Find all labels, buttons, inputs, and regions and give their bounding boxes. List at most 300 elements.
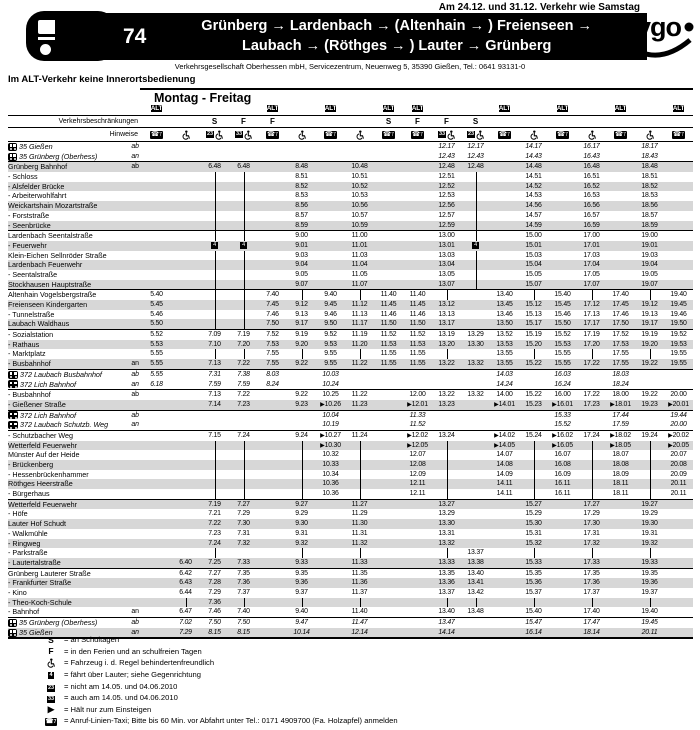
time-cell [200,441,229,451]
no-stop-bar [302,460,303,470]
time-cell: 7.45 [266,301,279,308]
time-cell [606,260,635,270]
note-icon-b33 [432,129,461,141]
time-cell [577,470,606,480]
no-stop-bar [215,441,216,451]
note-icon-wheelchair [635,129,664,141]
time-cell [171,390,200,400]
time-cell: 19.32 [641,539,658,547]
time-cell [664,539,693,549]
time-cell: 7.29 [179,628,192,636]
time-cell: 17.50 [612,320,629,328]
time-cell [548,191,577,201]
time-cell [490,142,519,152]
time-cell: 5.53 [150,340,163,348]
time-cell [403,607,432,617]
time-cell: 17.47 [583,619,600,626]
stop-label: 372 Lich Bahnhof [20,410,76,420]
time-cell [577,411,606,421]
no-stop-bar [534,598,535,608]
stop-label: Lardenbach Feuerwehr [8,260,83,270]
time-cell: 17.46 [612,310,629,318]
time-cell: 5.45 [150,301,163,308]
time-cell [200,221,229,231]
time-cell: 13.30 [438,520,455,528]
time-cell: 7.55 [266,350,279,358]
time-cell [374,539,403,549]
no-stop-bar [244,191,245,201]
time-cell: 19.00 [641,232,658,240]
stop-label: - Bürgerhaus [8,489,50,499]
time-cell: 15.40 [554,291,571,299]
time-cell [345,380,374,390]
time-cell [200,280,229,290]
table-row [8,251,693,261]
wheelchair-icon [447,130,455,140]
time-cell: 16.51 [583,173,600,181]
table-row [8,569,693,579]
time-cell [664,588,693,598]
time-cell: 10.32 [322,451,339,459]
no-stop-bar [302,290,303,300]
time-cell [548,142,577,152]
time-cell [258,162,287,172]
no-stop-bar [534,349,535,359]
notes-row [8,128,693,142]
time-cell: 19.45 [670,301,687,308]
time-cell [519,479,548,489]
no-stop-bar [244,280,245,290]
time-cell [548,509,577,519]
route-banner [55,13,647,60]
time-cell: 9.22 [295,391,308,399]
time-cell [229,211,258,221]
no-stop-bar [476,280,477,290]
time-cell [142,400,171,410]
time-cell [229,221,258,231]
time-cell [403,221,432,231]
time-cell [374,152,403,162]
time-cell [374,370,403,380]
time-cell: 13.03 [438,251,455,259]
legend-badge: 4 [49,671,53,678]
time-cell [403,152,432,162]
time-cell: 18.56 [641,202,658,210]
time-cell [287,290,316,300]
time-cell [606,162,635,172]
time-cell: 11.50 [380,320,397,328]
time-cell [374,260,403,270]
time-cell [403,380,432,390]
time-cell: 9.19 [295,331,308,339]
time-cell [258,280,287,290]
time-cell [403,241,432,251]
time-cell: 15.36 [525,579,542,587]
time-cell [258,618,287,628]
time-cell: 10.24 [322,380,339,388]
legend-item [38,646,688,658]
time-cell: 12.08 [409,461,426,468]
time-cell [664,569,693,579]
stop-label: - Seenbrücke [8,220,51,230]
stop-name [8,260,120,270]
time-cell [229,191,258,201]
legend-symbol: S [48,634,54,645]
time-cell [171,162,200,172]
stop-label: 35 Gießen [19,627,53,637]
time-cell [258,607,287,617]
time-cell: 10.53 [351,192,368,200]
time-cell [258,390,287,400]
time-cell: 13.33 [438,558,455,566]
note-icon-alt-taxi [142,129,171,141]
table-row [8,598,693,608]
time-cell [229,489,258,499]
time-cell: 19.31 [641,529,658,537]
time-cell [403,182,432,192]
time-cell [490,607,519,617]
alt-col-3 [200,105,229,115]
time-cell [316,182,345,192]
time-cell: 7.02 [179,619,192,626]
time-cell [461,211,490,221]
time-cell: 18.00 [612,391,629,399]
time-cell [374,162,403,172]
no-stop-bar [215,231,216,241]
time-cell [490,569,519,579]
time-cell [258,420,287,430]
time-cell [490,500,519,510]
alt-badge: ALT [498,104,511,112]
arrival-departure-flag: an [131,380,139,388]
time-cell: 7.50 [237,619,250,626]
time-cell: 15.52 [554,331,571,339]
time-cell [142,201,171,211]
stop-label: Laubach Waldhaus [8,319,70,329]
stop-label: Grünberg Bahnhof [8,162,68,172]
time-cell [258,241,287,251]
no-stop-bar [244,319,245,329]
time-cell [606,201,635,211]
time-cell: 19.24 [641,431,658,439]
time-cell: 7.40 [237,608,250,616]
stop-name [8,460,120,470]
time-cell: 19.46 [670,310,687,318]
time-cell: 11.53 [380,340,397,348]
time-cell: 16.07 [554,451,571,459]
time-cell [664,142,693,152]
time-cell: 9.29 [295,510,308,518]
time-cell: 16.52 [583,182,600,190]
time-cell: 13.30 [467,340,484,348]
time-cell [519,598,548,608]
time-cell [171,441,200,451]
no-stop-bar [534,450,535,460]
via-lauter-badge: 4 [242,241,245,248]
time-cell [171,411,200,421]
time-cell [548,519,577,529]
time-cell [374,380,403,390]
table-row [8,450,693,460]
time-cell [374,182,403,192]
time-cell: 15.40 [525,608,542,616]
time-cell [229,470,258,480]
time-cell: 18.09 [612,470,629,478]
time-cell [142,578,171,588]
no-stop-bar [534,470,535,480]
no-stop-bar [244,450,245,460]
time-cell [142,618,171,628]
time-cell [258,142,287,152]
no-stop-bar [215,172,216,182]
no-stop-bar [244,290,245,300]
stop-name [8,400,120,410]
alt-taxi-icon: ☎7 [557,130,568,138]
time-cell [142,588,171,598]
time-cell [171,519,200,529]
legend-text: = an Schultagen [64,635,120,645]
time-cell [432,420,461,430]
time-cell: 7.24 [237,431,250,439]
time-cell: 11.32 [351,539,368,547]
time-cell [287,441,316,451]
alt-col-13 [490,105,519,115]
no-stop-bar [447,441,448,451]
time-cell: ▶14.02 [494,431,515,439]
time-cell: 18.57 [641,211,658,219]
boarding-only-icon: ▶ [320,432,325,439]
stop-name [8,300,120,310]
stop-name [8,618,120,628]
time-cell: ▶20.02 [668,431,689,439]
boarding-only-icon: ▶ [552,432,557,439]
time-cell [229,241,258,251]
bus-icon [8,411,18,419]
time-cell [490,558,519,568]
time-cell [606,509,635,519]
time-cell: 19.53 [670,340,687,348]
time-cell: 14.51 [525,173,542,181]
time-cell [142,539,171,549]
boarding-only-icon: ▶ [494,432,499,439]
alt-col-2 [171,105,200,115]
time-cell [635,411,664,421]
time-cell [432,441,461,451]
no-stop-bar [215,548,216,558]
time-cell: 11.33 [409,411,426,419]
time-cell [577,479,606,489]
stop-name [8,251,120,261]
no-stop-bar [534,441,535,451]
time-cell [577,349,606,359]
time-cell [664,519,693,529]
legend-symbol [38,658,64,669]
time-cell [287,420,316,430]
table-row [8,479,693,489]
stop-label: Lardenbach Seentalstraße [8,231,93,241]
time-cell [200,172,229,182]
time-cell [171,142,200,152]
time-cell [664,270,693,280]
time-cell: 11.27 [351,500,368,508]
time-cell: 20.08 [670,461,687,468]
stop-name [8,569,120,579]
time-cell [258,509,287,519]
train-icon [8,629,17,637]
time-cell [345,411,374,421]
time-cell [635,290,664,300]
time-cell [664,578,693,588]
time-cell: 15.12 [525,301,542,308]
time-cell [519,470,548,480]
time-cell [490,588,519,598]
time-cell [374,142,403,152]
time-cell: 8.53 [295,192,308,200]
time-cell [403,191,432,201]
table-row [8,489,693,500]
no-stop-bar [534,290,535,300]
time-cell: 18.08 [612,461,629,468]
time-cell: ▶10.26 [320,400,341,408]
time-cell: 11.50 [409,320,426,328]
time-cell [461,380,490,390]
time-cell [403,509,432,519]
time-cell [490,211,519,221]
time-cell [200,460,229,470]
time-cell: 19.05 [641,270,658,278]
no-stop-bar [650,450,651,460]
time-cell: 15.47 [525,619,542,626]
time-cell: 13.13 [438,310,455,318]
table-row [8,182,693,192]
stop-name [8,201,120,211]
time-cell: 11.20 [351,340,368,348]
restriction-col-9: S [385,117,392,126]
time-cell: 9.36 [295,579,308,587]
time-cell [519,441,548,451]
no-stop-bar [244,300,245,310]
time-cell: 7.22 [237,360,250,368]
time-cell [229,280,258,290]
time-cell: 19.33 [641,558,658,566]
time-cell: 8.51 [295,173,308,181]
stop-name [8,349,120,359]
time-cell: 10.51 [351,173,368,181]
no-stop-bar [244,270,245,280]
time-cell: 19.12 [641,301,658,308]
time-cell [200,191,229,201]
time-cell [432,380,461,390]
time-cell [403,558,432,568]
time-cell [258,529,287,539]
time-cell: 13.07 [438,280,455,288]
stop-name [8,340,120,350]
stop-name [8,221,120,231]
time-cell: 9.31 [295,529,308,537]
time-cell [229,142,258,152]
wheelchair-icon [244,130,252,140]
stop-name [8,607,120,617]
time-cell [432,370,461,380]
stop-label: Freienseen Kindergarten [8,300,88,309]
time-cell: 8.56 [295,202,308,210]
time-cell [374,411,403,421]
no-stop-bar [476,182,477,192]
route-title-line2: Laubach → (Röthges → ) Lauter → Grünberg [242,37,552,54]
route-title-line1: Grünberg → Lardenbach → (Altenhain → ) Freienseen → [201,17,593,34]
time-cell: 12.17 [438,143,455,150]
time-cell [432,598,461,608]
time-cell [548,618,577,628]
table-row [8,431,693,441]
time-cell [316,598,345,608]
table-row [8,191,693,201]
time-cell: 17.04 [583,261,600,269]
time-cell [548,529,577,539]
time-cell [258,182,287,192]
stop-label: - Hessenbrückenhammer [8,469,89,479]
time-cell [316,558,345,568]
time-cell: 7.31 [208,370,221,378]
stop-label: Stockhausen Hauptstraße [8,279,92,289]
time-cell [664,370,693,380]
time-cell [258,588,287,598]
time-cell: 13.37 [467,549,484,557]
alt-col-7 [316,105,345,115]
time-cell: 9.30 [295,520,308,528]
no-stop-bar [360,598,361,608]
time-cell: 17.22 [583,360,600,368]
stop-name [8,450,120,460]
time-cell [606,569,635,579]
stop-label: - Marktplatz [8,349,46,359]
time-cell [374,618,403,628]
time-cell: 14.17 [525,143,542,150]
time-cell: 7.13 [208,360,221,368]
time-cell: 7.35 [237,569,250,577]
time-cell: 7.32 [237,539,250,547]
time-cell: 7.59 [208,380,221,388]
time-cell: 18.51 [641,173,658,181]
legend-symbol [38,670,64,680]
no-stop-bar [476,598,477,608]
table-row [8,588,693,598]
time-cell: 10.33 [322,461,339,468]
alt-taxi-icon: ☎7 [151,130,162,138]
time-cell [316,172,345,182]
stop-name [8,290,120,300]
time-cell: 11.36 [351,579,368,587]
time-cell: 8.59 [295,221,308,229]
time-cell: 13.37 [438,588,455,596]
no-stop-bar [592,598,593,608]
no-stop-bar [476,221,477,231]
stop-label: Grünberg Lauterer Straße [8,568,91,578]
time-cell: 15.33 [525,558,542,566]
time-cell: 6.44 [179,588,192,596]
boarding-only-icon: ▶ [494,401,499,408]
time-cell [548,231,577,241]
time-cell: 12.52 [438,182,455,190]
time-cell: 11.19 [351,331,368,339]
no-stop-bar [360,450,361,460]
time-cell: 20.00 [670,391,687,399]
no-stop-bar [215,450,216,460]
restriction-col-3: S [211,117,218,126]
no-stop-bar [360,548,361,558]
time-cell: 18.14 [583,628,600,636]
time-cell: 17.35 [583,569,600,577]
